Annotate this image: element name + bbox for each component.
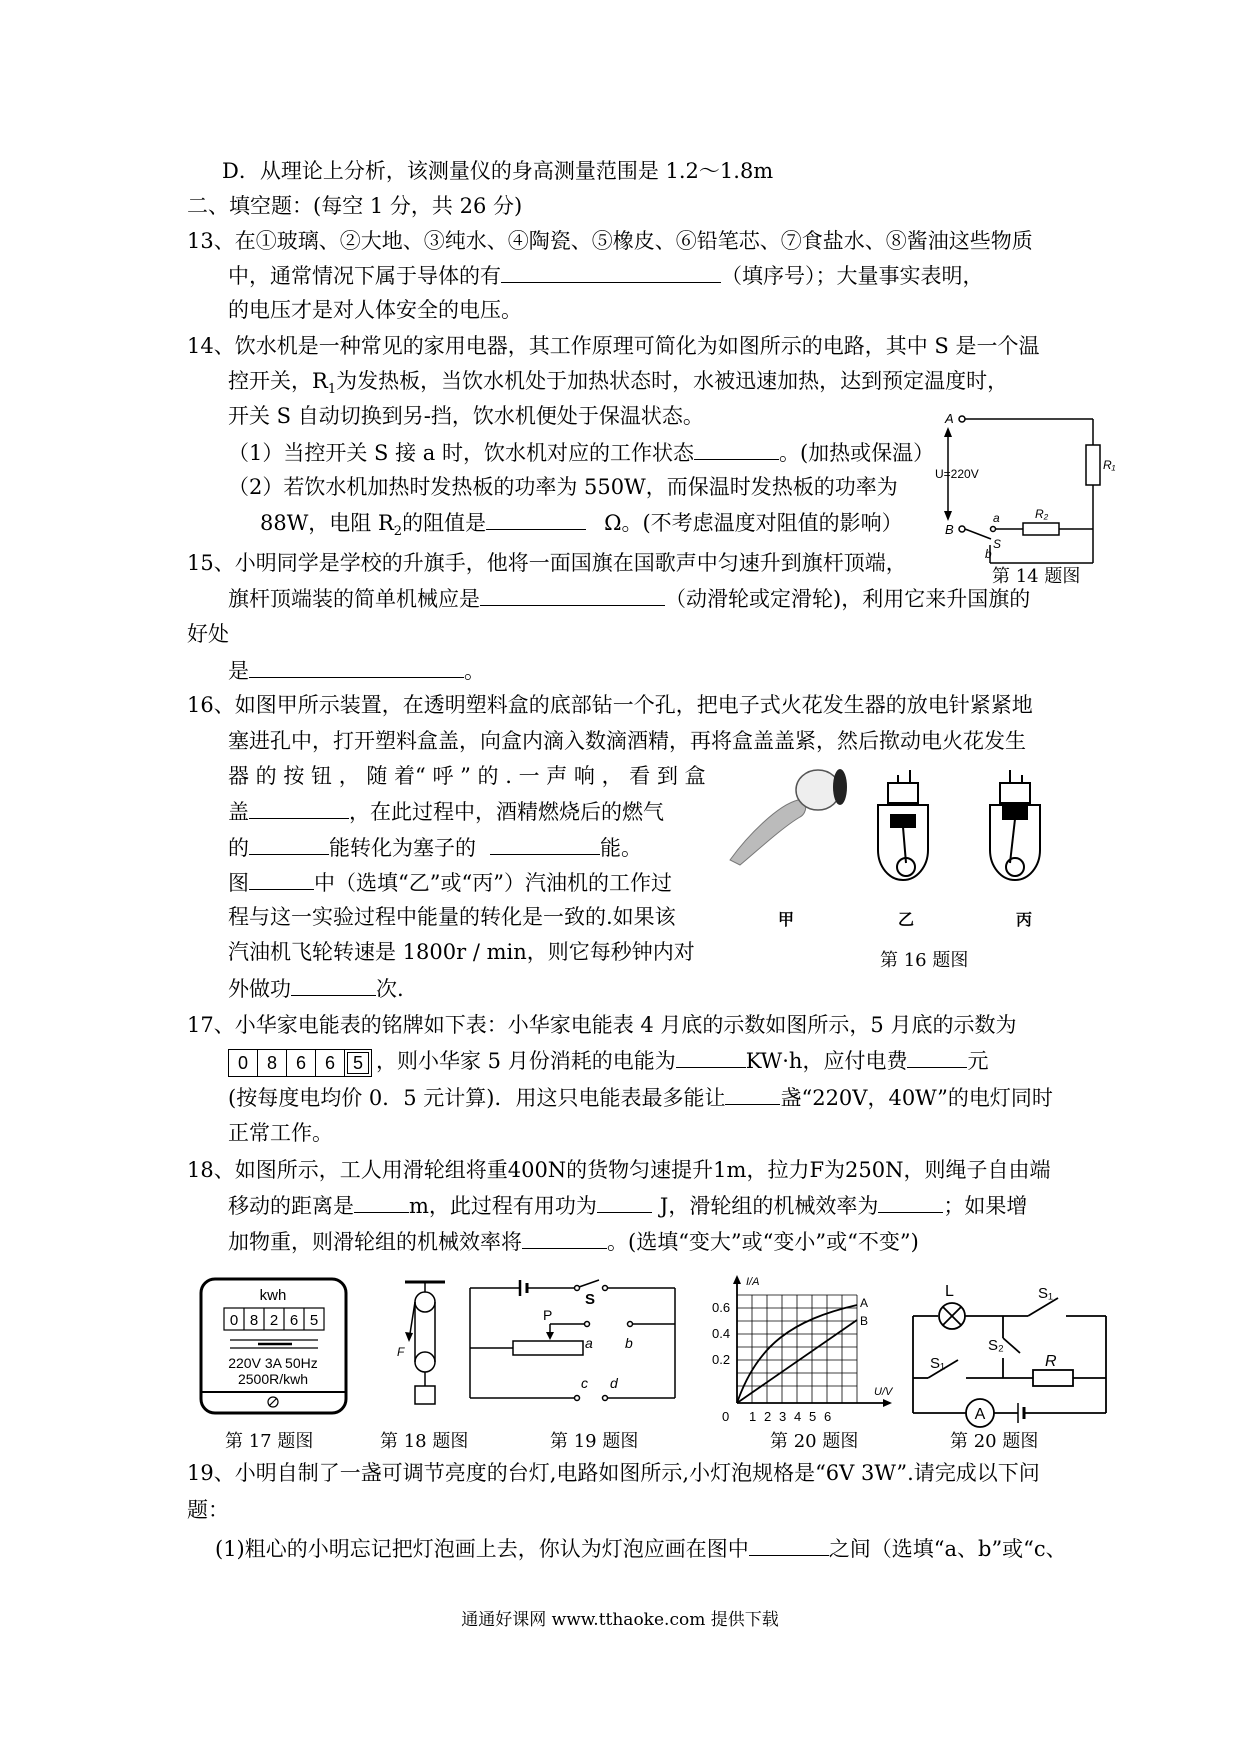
q15-text: 旗杆顶端装的简单机械应是 xyxy=(228,587,480,611)
fig18-caption: 第 18 题图 xyxy=(380,1431,469,1452)
q18-line3 xyxy=(228,1228,919,1255)
q17-blank-1[interactable] xyxy=(676,1047,746,1068)
q14-line3: 开关 S 自动切换到另-挡，饮水机便处于保温状态。 xyxy=(228,404,704,428)
q16-line3: 器 的 按 钮 ， 随 着“ 呼 ” 的 . 一 声 响 ， 看 到 盒 xyxy=(228,764,706,788)
fig20-xlabel: U/V xyxy=(874,1386,893,1398)
q19-line1: 19、小明自制了一盏可调节亮度的台灯,电路如图所示,小灯泡规格是“6V 3W”.请完成以下问 xyxy=(187,1461,1040,1485)
q13-text: 中，通常情况下属于导体的有 xyxy=(228,264,501,288)
q16-line6 xyxy=(228,869,672,896)
q14-label-r1: R₁ xyxy=(1103,458,1116,472)
fig20-ytick: 0.2 xyxy=(712,1352,731,1367)
q13-line2 xyxy=(228,262,984,289)
q16-label-yi: 乙 xyxy=(898,912,915,929)
q17-text: (按每度电均价 0．5 元计算)．用这只电能表最多能让 xyxy=(228,1086,726,1110)
q14-sub: 1 xyxy=(327,382,337,398)
q16-line7: 程与这一实验过程中能量的转化是一致的.如果该 xyxy=(228,905,676,929)
q18-text: J，滑轮组的机械效率为 xyxy=(659,1194,879,1218)
fig17-digit: 8 xyxy=(249,1312,259,1329)
q17-line2 xyxy=(228,1047,988,1077)
q18-text: 。(选填“变大”或“变小”或“不变”) xyxy=(607,1230,919,1254)
q14-blank-1[interactable] xyxy=(694,439,779,460)
q17-blank-2[interactable] xyxy=(907,1047,967,1068)
q15-text: 。 xyxy=(464,659,485,683)
pulley-arrow-icon xyxy=(405,1332,413,1342)
fig20-ytick: 0.4 xyxy=(712,1326,731,1341)
q14-label-a-terminal: A xyxy=(945,411,954,426)
q13-blank-1[interactable] xyxy=(501,262,721,283)
q18-text: 移动的距离是 xyxy=(228,1194,354,1218)
q17-text: 元 xyxy=(967,1049,989,1073)
q18-line2 xyxy=(228,1192,1027,1219)
q14-label-s: S xyxy=(993,537,1002,551)
fig20-xtick: 4 xyxy=(794,1409,802,1424)
q16-line4 xyxy=(228,798,664,825)
fig20-label-l: L xyxy=(945,1283,954,1300)
q16-text: 中（选填“乙”或“丙”）汽油机的工作过 xyxy=(314,871,672,895)
q19-text: (1)粗心的小明忘记把灯泡画上去，你认为灯泡应画在图中 xyxy=(215,1537,749,1561)
q13-line1: 13、在①玻璃、②大地、③纯水、④陶瓷、⑤橡皮、⑥铅笔芯、⑦食盐水、⑧酱油这些物质 xyxy=(187,229,1033,253)
fig20-circuit-caption: 第 20 题图 xyxy=(950,1431,1039,1452)
fig20-xtick: 0 xyxy=(722,1409,730,1424)
fig20-ytick: 0.6 xyxy=(712,1300,731,1315)
q16-blank-1[interactable] xyxy=(249,798,349,819)
q15-text: 是 xyxy=(228,659,249,683)
meter-unit: kwh xyxy=(259,1287,287,1304)
fig20-xtick: 3 xyxy=(779,1409,787,1424)
q17-line3 xyxy=(228,1084,1053,1111)
q15-line1: 15、小明同学是学校的升旗手，他将一面国旗在国歌声中匀速升到旗杆顶端， xyxy=(187,551,907,575)
ammeter-icon: A xyxy=(974,1406,986,1423)
meter-digit: 8 xyxy=(258,1050,287,1076)
q16-label-bing: 丙 xyxy=(1016,912,1033,929)
fig20-xtick: 6 xyxy=(824,1409,832,1424)
q16-text: 能。 xyxy=(600,836,642,860)
q17-text: KW·h，应付电费 xyxy=(745,1049,908,1073)
q14-text: 控开关，R xyxy=(228,369,328,393)
fig19-label-a: a xyxy=(585,1335,593,1351)
fig19-caption: 第 19 题图 xyxy=(550,1431,639,1452)
q15-blank-1[interactable] xyxy=(480,585,665,606)
q14-line5: （2）若饮水机加热时发热板的功率为 550W，而保温时发热板的功率为 xyxy=(228,475,898,499)
fig20-graph-caption: 第 20 题图 xyxy=(770,1431,859,1452)
fig20-label-b: B xyxy=(860,1314,869,1328)
fig19-label-c: c xyxy=(581,1375,588,1391)
q16-text: 盖 xyxy=(228,800,249,824)
q18-text: m，此过程有用功为 xyxy=(409,1194,597,1218)
q14-line1: 14、饮水机是一种常见的家用电器，其工作原理可简化为如图所示的电路，其中 S 是一个温 xyxy=(187,334,1040,358)
q13-text: （填序号）；大量事实表明， xyxy=(721,264,984,288)
q19-line2: 题： xyxy=(187,1498,229,1522)
fig19-label-d: d xyxy=(610,1375,618,1391)
q15-text: （动滑轮或定滑轮)，利用它来升国旗的 xyxy=(665,587,1031,611)
q15-line3: 好处 xyxy=(187,622,229,646)
q14-blank-2[interactable] xyxy=(486,509,586,530)
q15-line2 xyxy=(228,585,1030,612)
engine-yi-icon xyxy=(878,770,928,880)
q17-meter-reading xyxy=(228,1049,372,1077)
q16-blank-3[interactable] xyxy=(490,834,600,855)
q12-option-d: D．从理论上分析，该测量仪的身高测量范围是 1.2～1.8m xyxy=(222,159,774,183)
section-title: 二、填空题：(每空 1 分，共 26 分) xyxy=(187,194,523,218)
q14-label-a: a xyxy=(993,511,1000,525)
q18-blank-3[interactable] xyxy=(878,1192,943,1213)
fig20-ylabel: I/A xyxy=(746,1276,760,1288)
q18-blank-4[interactable] xyxy=(522,1228,607,1249)
fig18-pulley-system xyxy=(395,1280,455,1410)
q17-line1: 17、小华家电能表的铭牌如下表：小华家电能表 4 月底的示数如图所示，5 月底的示数为 xyxy=(187,1013,1017,1037)
q13-line3: 的电压才是对人体安全的电压。 xyxy=(228,298,522,322)
fig20-label-s1-left: S₁ xyxy=(930,1355,946,1372)
q16-label-jia: 甲 xyxy=(778,912,795,929)
q14-line4 xyxy=(228,439,934,466)
fig17-digit: 0 xyxy=(229,1312,239,1329)
meter-spec: 220V 3A 50Hz xyxy=(228,1355,318,1371)
fig19-circuit xyxy=(465,1278,680,1403)
fig20-xtick: 1 xyxy=(749,1409,757,1424)
fig17-digit: 5 xyxy=(309,1312,319,1329)
q19-line3 xyxy=(215,1535,1067,1562)
q14-text: 的阻值是 xyxy=(402,511,487,535)
fig20-label-r: R xyxy=(1045,1353,1057,1370)
q17-text: ，则小华家 5 月份消耗的电能为 xyxy=(376,1049,676,1073)
fig17-digit: 6 xyxy=(289,1312,299,1329)
q14-text: Ω。(不考虑温度对阻值的影响） xyxy=(604,511,903,535)
engine-bing-icon xyxy=(990,770,1040,880)
q14-voltage-label: U=220V xyxy=(935,467,979,481)
q14-text: 。(加热或保温） xyxy=(778,441,935,465)
q15-line4 xyxy=(228,657,485,684)
q14-label-b-terminal: B xyxy=(945,522,954,537)
q16-line5 xyxy=(228,834,642,861)
q18-line1: 18、如图所示，工人用滑轮组将重400N的货物匀速提升1m，拉力F为250N，则绳子自由端 xyxy=(187,1158,1051,1182)
fig19-label-b: b xyxy=(625,1335,633,1351)
q14-caption: 第 14 题图 xyxy=(992,566,1081,587)
q16-text: 图 xyxy=(228,871,249,895)
fig20-xtick: 5 xyxy=(809,1409,817,1424)
meter-digit: 0 xyxy=(229,1050,258,1076)
q16-text: 次. xyxy=(376,977,404,1001)
q16-figures xyxy=(728,765,1058,950)
q16-line2: 塞进孔中，打开塑料盒盖，向盒内滴入数滴酒精，再将盒盖盖紧，然后揿动电火花发生 xyxy=(228,729,1026,753)
fig20-label-s1-top: S₁ xyxy=(1038,1285,1054,1302)
q14-sub: 2 xyxy=(393,524,403,540)
fig18-label-f: F xyxy=(397,1345,405,1359)
q18-blank-1[interactable] xyxy=(354,1192,409,1213)
fig20-label-a: A xyxy=(860,1296,869,1310)
q17-line4: 正常工作。 xyxy=(228,1121,333,1145)
meter-constant: 2500R/kwh xyxy=(237,1371,309,1387)
q14-line6 xyxy=(260,509,903,545)
q16-text: 外做功 xyxy=(228,977,291,1001)
spark-igniter-icon xyxy=(730,769,847,865)
meter-digit: 6 xyxy=(287,1050,316,1076)
q16-blank-2[interactable] xyxy=(249,834,329,855)
q18-text: ；如果增 xyxy=(943,1194,1028,1218)
fig17-caption: 第 17 题图 xyxy=(225,1431,314,1452)
q16-blank-5[interactable] xyxy=(291,975,376,996)
fig20-label-s2: S₂ xyxy=(988,1337,1004,1354)
q14-label-b: b xyxy=(985,547,992,561)
q19-blank-1[interactable] xyxy=(749,1535,829,1556)
q16-line9 xyxy=(228,975,404,1002)
q14-line2 xyxy=(228,368,1008,403)
q17-text: 盏“220V，40W”的电灯同时 xyxy=(780,1086,1053,1110)
q17-blank-3[interactable] xyxy=(725,1084,780,1105)
q16-text: ，在此过程中，酒精燃烧后的燃气 xyxy=(349,800,664,824)
q19-text: 之间（选填“a、b”或“c、 xyxy=(828,1537,1067,1561)
fig20-iu-graph xyxy=(712,1275,907,1425)
q16-blank-4[interactable] xyxy=(249,869,314,890)
fig20-circuit xyxy=(908,1278,1113,1423)
fig19-label-s: S xyxy=(585,1291,596,1308)
fig17-energy-meter xyxy=(200,1278,350,1418)
q14-circuit-diagram xyxy=(935,405,1125,565)
slider-pointer-icon xyxy=(546,1332,554,1340)
q16-text: 能转化为塞子的 xyxy=(329,836,476,860)
fig20-xtick: 2 xyxy=(764,1409,772,1424)
q14-text: 88W，电阻 R xyxy=(260,511,394,535)
fig17-digit: 2 xyxy=(269,1312,279,1329)
fig19-label-p: P xyxy=(543,1307,553,1323)
q14-text: 为发热板，当饮水机处于加热状态时，水被迅速加热，达到预定温度时， xyxy=(336,369,1009,393)
q18-blank-2[interactable] xyxy=(597,1192,652,1213)
meter-digit-decimal: 5 xyxy=(345,1050,371,1076)
q18-text: 加物重，则滑轮组的机械效率将 xyxy=(228,1230,522,1254)
q14-label-r2: R₂ xyxy=(1035,507,1049,521)
q16-line1: 16、如图甲所示装置，在透明塑料盒的底部钻一个孔，把电子式火花发生器的放电针紧紧地 xyxy=(187,693,1033,717)
q15-blank-2[interactable] xyxy=(249,657,464,678)
q16-caption: 第 16 题图 xyxy=(880,950,969,971)
q14-text: （1）当控开关 S 接 a 时，饮水机对应的工作状态 xyxy=(228,441,694,465)
meter-digit: 6 xyxy=(316,1050,345,1076)
q16-line8: 汽油机飞轮转速是 1800r / min，则它每秒钟内对 xyxy=(228,940,695,964)
page-footer: 通通好课网 www.tthaoke.com 提供下载 xyxy=(461,1610,779,1630)
q16-text: 的 xyxy=(228,836,249,860)
